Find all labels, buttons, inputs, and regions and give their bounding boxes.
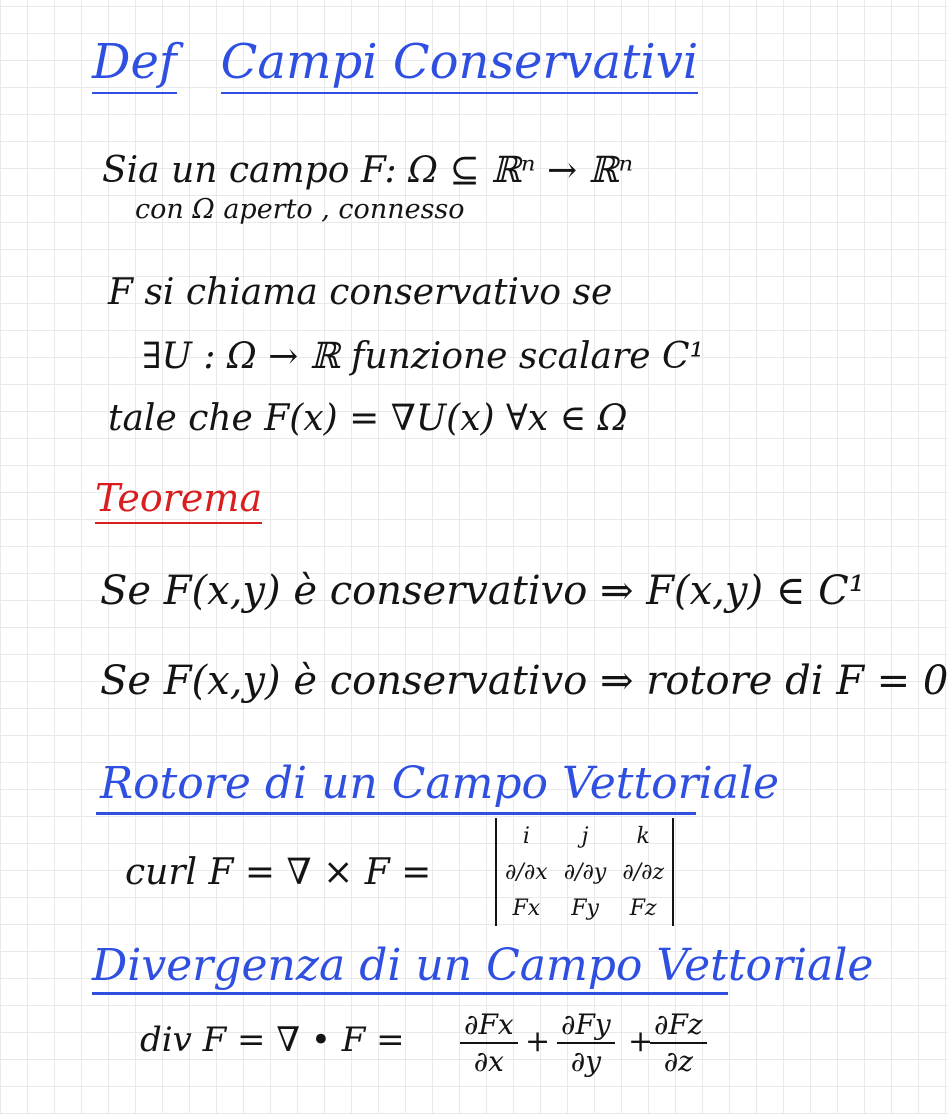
fraction-denominator: ∂y [570, 1045, 602, 1078]
matrix-row-unit-vectors [497, 818, 672, 854]
matrix-cell: k [636, 823, 650, 849]
matrix-cell: ∂/∂z [622, 859, 665, 885]
plus-sign: + [628, 1024, 654, 1059]
matrix-cell: j [581, 823, 589, 849]
curl-title: Rotore di un Campo Vettoriale [100, 758, 780, 809]
divergence-term-y [557, 1008, 615, 1078]
def-label: Def [92, 34, 177, 94]
theorem-title-text: Teorema [95, 476, 262, 524]
matrix-row-components [497, 890, 672, 926]
definition-line-2: con Ω aperto , connesso [135, 194, 465, 225]
definition-title [92, 34, 698, 90]
matrix-row-partials [497, 854, 672, 890]
divergence-formula-lhs: div F = ∇ • F = [140, 1020, 405, 1060]
curl-title-underline [96, 812, 696, 815]
plus-sign: + [525, 1024, 551, 1059]
divergence-term-z [650, 1008, 707, 1078]
def-title-text: Campi Conservativi [221, 34, 699, 94]
definition-line-5: tale che F(x) = ∇U(x) ∀x ∈ Ω [108, 398, 628, 439]
theorem-line-2: Se F(x,y) è conservativo ⇒ rotore di F = 0 [100, 658, 948, 704]
fraction-numerator: ∂Fx [460, 1008, 518, 1044]
fraction-denominator: ∂z [663, 1045, 693, 1078]
fraction-numerator: ∂Fy [557, 1008, 615, 1044]
matrix-cell: i [522, 823, 530, 849]
matrix-cell: Fz [629, 895, 657, 921]
matrix-cell: Fy [571, 895, 599, 921]
fraction-numerator: ∂Fz [650, 1008, 707, 1044]
divergence-term-x [460, 1008, 518, 1078]
curl-determinant [495, 818, 674, 926]
matrix-cell: ∂/∂x [505, 859, 548, 885]
matrix-cell: ∂/∂y [563, 859, 607, 885]
definition-line-1: Sia un campo F: Ω ⊆ ℝⁿ → ℝⁿ [102, 150, 634, 191]
matrix-cell: Fx [512, 895, 541, 921]
divergence-title-underline [92, 992, 728, 995]
theorem-line-1: Se F(x,y) è conservativo ⇒ F(x,y) ∈ C¹ [100, 568, 865, 614]
fraction-denominator: ∂x [473, 1045, 504, 1078]
theorem-title [95, 476, 262, 520]
definition-line-3: F si chiama conservativo se [108, 272, 613, 313]
divergence-title: Divergenza di un Campo Vettoriale [92, 940, 874, 991]
definition-line-4: ∃U : Ω → ℝ funzione scalare C¹ [142, 336, 704, 377]
curl-formula-lhs: curl F = ∇ × F = [125, 852, 432, 893]
